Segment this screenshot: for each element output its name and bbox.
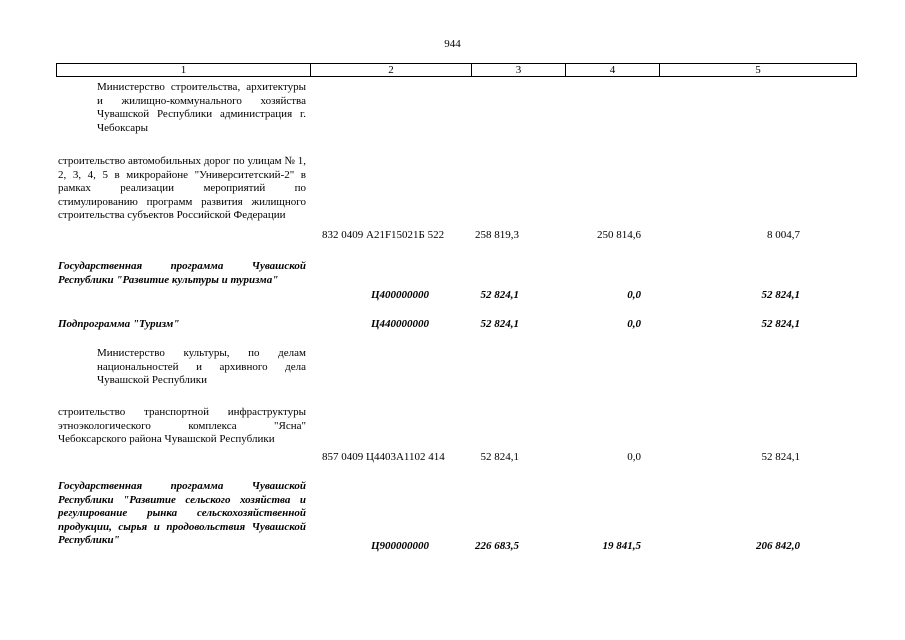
row-code: 857 0409 Ц4403А1102 414 xyxy=(322,451,445,463)
row-value-3: 226 683,5 xyxy=(475,540,519,552)
row-value-4: 0,0 xyxy=(627,289,641,301)
row-value-5: 52 824,1 xyxy=(761,451,800,463)
row-value-4: 0,0 xyxy=(627,451,641,463)
header-col-3: 3 xyxy=(472,64,566,76)
row-value-4: 0,0 xyxy=(627,318,641,330)
row-value-4: 19 841,5 xyxy=(602,540,641,552)
row-code: Ц400000000 xyxy=(370,289,429,301)
header-col-2: 2 xyxy=(311,64,472,76)
row-code: Ц900000000 xyxy=(370,540,429,552)
row-value-3: 52 824,1 xyxy=(480,289,519,301)
row-value-5: 52 824,1 xyxy=(761,318,800,330)
row-name: Подпрограмма "Туризм" xyxy=(58,318,180,330)
row-value-5: 206 842,0 xyxy=(756,540,800,552)
row-name: Министерство культуры, по делам национальностей и архивного дела Чувашской Республики xyxy=(97,347,306,386)
row-value-4: 250 814,6 xyxy=(597,229,641,241)
row-value-3: 258 819,3 xyxy=(475,229,519,241)
row-code: 832 0409 А21F15021Б 522 xyxy=(322,229,445,241)
row-name: Министерство строительства, архитектуры и жилищно-коммунального хозяйства Чувашской Республики администрация г. Чебоксары xyxy=(97,81,306,134)
header-col-5: 5 xyxy=(755,64,761,76)
row-code: Ц440000000 xyxy=(370,318,429,330)
header-col-4: 4 xyxy=(566,64,660,76)
page-number: 944 xyxy=(444,38,461,50)
header-col-1: 1 xyxy=(57,64,311,76)
row-value-5: 8 004,7 xyxy=(767,229,800,241)
row-value-3: 52 824,1 xyxy=(480,318,519,330)
row-name: строительство автомобильных дорог по улицам № 1, 2, 3, 4, 5 в микрорайоне "Университетский-2" в рамках реализации мероприятий по стимулированию программ развития жилищного строительства субъектов Российской Федерации xyxy=(58,155,306,221)
table-header xyxy=(56,63,857,77)
row-name: Государственная программа Чувашской Республики "Развитие культуры и туризма" xyxy=(58,260,306,286)
row-value-3: 52 824,1 xyxy=(480,451,519,463)
row-name: Государственная программа Чувашской Республики "Развитие сельского хозяйства и регулирование рынка сельскохозяйственной продукции, сырья и продовольствия Чувашской Республики" xyxy=(58,480,306,546)
row-value-5: 52 824,1 xyxy=(761,289,800,301)
row-name: строительство транспортной инфраструктуры этноэкологического комплекса "Ясна" Чебоксарского района Чувашской Республики xyxy=(58,406,306,445)
